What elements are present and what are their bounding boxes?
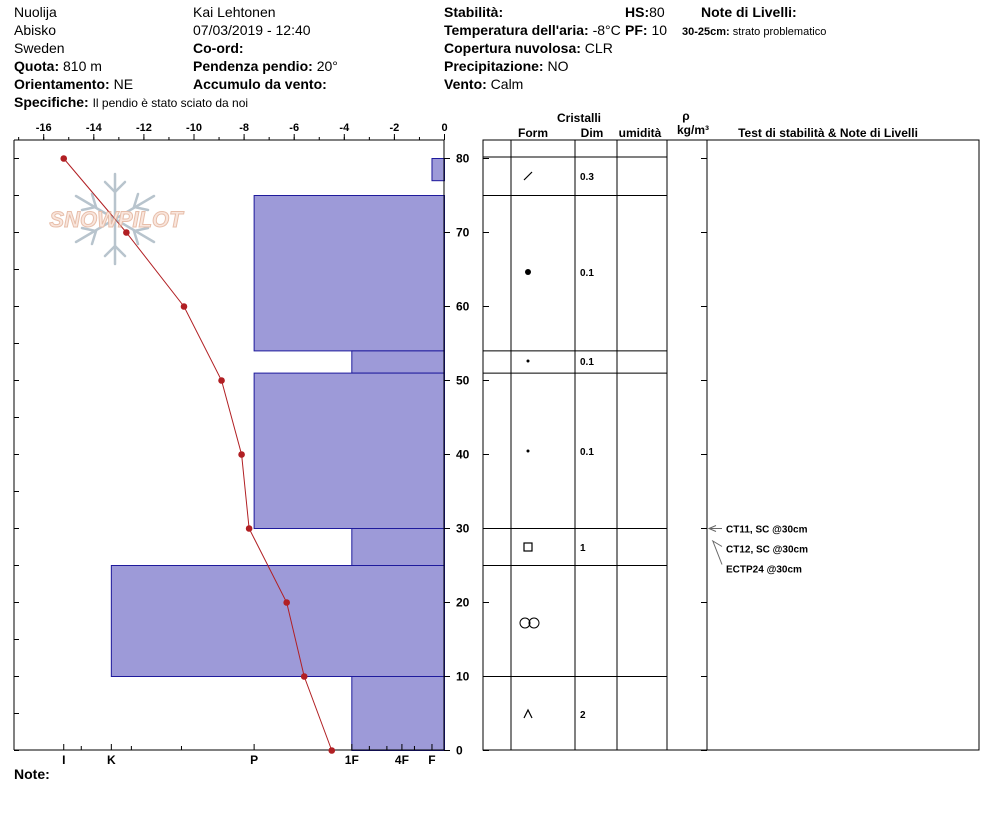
air-temp-value: -8°C xyxy=(592,22,621,38)
pf-value: 10 xyxy=(651,22,668,38)
temperature-point xyxy=(60,155,67,162)
crystal-size: 0.1 xyxy=(580,268,594,279)
slope-label: Pendenza pendio: xyxy=(193,58,313,74)
temperature-tick-label: -2 xyxy=(389,122,400,134)
hardness-tick-label: F xyxy=(428,753,436,767)
layer-note-range: 30-25cm: xyxy=(682,26,730,38)
hardness-bar xyxy=(432,159,445,181)
temperature-tick-label: -6 xyxy=(289,122,300,134)
height-tick-label: 40 xyxy=(456,447,470,462)
height-tick-label: 80 xyxy=(456,151,470,166)
height-tick-label: 50 xyxy=(456,373,470,388)
layer-notes-label: Note di Livelli: xyxy=(701,4,797,20)
stability-label: Stabilità: xyxy=(444,4,504,20)
temperature-tick-label: -14 xyxy=(85,122,102,134)
temperature-tick-label: -4 xyxy=(339,122,350,134)
precip-value: NO xyxy=(547,58,569,74)
region: Abisko xyxy=(14,22,57,38)
specifics-label: Specifiche: xyxy=(14,94,89,110)
hardness-bar xyxy=(254,373,444,528)
hardness-bar xyxy=(352,529,445,566)
wind-label: Vento: xyxy=(444,76,487,92)
height-tick-label: 0 xyxy=(456,743,463,758)
temperature-tick-label: -8 xyxy=(239,122,249,134)
height-tick-label: 20 xyxy=(456,595,470,610)
country: Sweden xyxy=(14,40,65,56)
logo-text: SNOWPILOT xyxy=(49,207,183,232)
air-temp-label: Temperatura dell'aria: xyxy=(444,22,589,38)
cloud-value: CLR xyxy=(584,40,613,56)
hardness-bar xyxy=(352,677,445,751)
hs-value: 80 xyxy=(649,4,665,20)
location: Nuolija xyxy=(14,4,57,20)
layer-note-text: strato problematico xyxy=(732,26,827,38)
decomposing-icon xyxy=(524,172,532,180)
coord-label: Co-ord: xyxy=(193,40,244,56)
temperature-point xyxy=(328,747,335,754)
aspect-value: NE xyxy=(113,76,134,92)
hardness-tick-label: 1F xyxy=(344,753,359,767)
cloud-label: Copertura nuvolosa: xyxy=(444,40,581,56)
temperature-tick-label: -16 xyxy=(35,122,52,134)
test-arrow xyxy=(713,542,722,565)
stability-test: CT12, SC @30cm xyxy=(726,544,809,556)
height-tick-label: 10 xyxy=(456,669,470,684)
hardness-tick-label: K xyxy=(106,753,116,767)
datetime: 07/03/2019 - 12:40 xyxy=(193,22,311,38)
crystal-size: 1 xyxy=(580,543,586,554)
tests-header: Test di stabilità & Note di Livelli xyxy=(738,126,918,140)
temperature-tick-label: 0 xyxy=(441,122,448,134)
hardness-bars xyxy=(111,159,444,751)
height-tick-label: 70 xyxy=(456,225,470,240)
temperature-point xyxy=(301,673,308,680)
crystal-size: 2 xyxy=(580,710,586,721)
rounded-grain-icon xyxy=(527,450,530,453)
note-label: Note: xyxy=(14,766,50,782)
temperature-tick-label: -12 xyxy=(135,122,152,134)
wind-value: Calm xyxy=(490,76,524,92)
snowpilot-logo xyxy=(49,174,184,264)
crystal-size: 0.1 xyxy=(580,357,594,368)
crystal-size: 0.3 xyxy=(580,172,594,183)
hardness-tick-label: I xyxy=(62,753,66,767)
temperature-point xyxy=(238,451,245,458)
temperature-point xyxy=(181,303,188,310)
pf-label: PF: xyxy=(625,22,648,38)
slope-value: 20° xyxy=(316,58,338,74)
aspect-label: Orientamento: xyxy=(14,76,110,92)
elevation-value: 810 m xyxy=(63,58,102,74)
rounded-grain-icon xyxy=(527,360,530,363)
hardness-bar xyxy=(352,351,445,373)
precip-label: Precipitazione: xyxy=(444,58,544,74)
stability-test: CT11, SC @30cm xyxy=(726,524,808,536)
wind-load-label: Accumulo da vento: xyxy=(193,76,327,92)
temperature-point xyxy=(283,599,290,606)
observer: Kai Lehtonen xyxy=(193,4,276,20)
hardness-tick-label: P xyxy=(250,753,259,767)
hardness-bar xyxy=(254,196,444,351)
table-frame xyxy=(483,140,979,750)
depth-hoar-icon xyxy=(524,710,532,718)
form-header: Form xyxy=(518,126,548,140)
temperature-point xyxy=(246,525,253,532)
rho-header: ρ xyxy=(682,109,690,123)
rounded-grain-icon xyxy=(525,269,531,275)
specifics-value: Il pendio è stato sciato da noi xyxy=(92,96,249,110)
height-tick-label: 30 xyxy=(456,521,470,536)
moisture-header: umidità xyxy=(618,126,662,140)
table-header xyxy=(518,109,918,140)
hardness-tick-label: 4F xyxy=(394,753,409,767)
hardness-bar xyxy=(111,566,444,677)
hs-label: HS: xyxy=(625,4,650,20)
size-header: Dim xyxy=(580,126,604,140)
temperature-tick-label: -10 xyxy=(186,122,202,134)
temperature-point xyxy=(218,377,225,384)
layer-table xyxy=(483,140,979,751)
elevation-label: Quota: xyxy=(14,58,60,74)
crystal-size: 0.1 xyxy=(580,447,594,458)
faceted-icon xyxy=(524,543,532,551)
crystals-header: Cristalli xyxy=(556,111,602,125)
stability-test: ECTP24 @30cm xyxy=(726,564,802,576)
height-tick-label: 60 xyxy=(456,299,470,314)
density-unit-header: kg/m³ xyxy=(676,123,710,137)
